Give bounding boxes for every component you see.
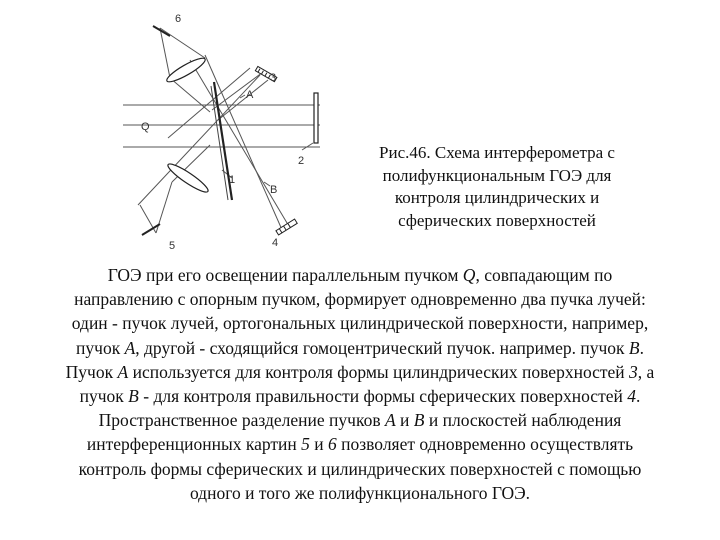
body-italic-term: A [384,410,396,431]
label-a: A [246,89,254,101]
body-paragraph [10,263,710,505]
ray-b-1 [190,60,290,228]
lower-lens [165,160,210,195]
label-q: Q [141,121,150,133]
label-3: 3 [270,72,277,84]
body-text-run: пучок [79,386,129,407]
upper-lens [164,55,207,86]
body-italic-term: 6 [328,434,337,455]
body-text-run: один - пучок лучей, ортогональных цилиндрической поверхности, например, [71,313,649,334]
caption-line: сферических поверхностей [398,210,596,230]
body-text-run: . [639,337,644,358]
figure-caption [338,142,656,232]
caption-line: полифункциональным ГОЭ для [382,165,612,185]
body-italic-term: B [628,337,640,358]
body-line [10,384,710,408]
goe-plate-inner [211,86,228,200]
body-line [10,287,710,311]
body-text-run: Пространственное разделение пучков [98,410,385,431]
label-b: B [270,184,278,196]
body-text-run: одного и того же полифункционального ГОЭ. [189,482,531,503]
body-text-run: и [309,434,328,455]
body-italic-term: 3 [629,361,638,382]
body-italic-term: A [124,337,136,358]
body-line [10,432,710,456]
body-italic-term: A [117,361,129,382]
label-6: 6 [175,13,182,25]
body-text-run: и плоскостей наблюдения [424,410,622,431]
interferometer-diagram [100,8,345,263]
body-text-run: пучок [76,337,125,358]
body-line [10,311,710,335]
body-text-run: позволяет одновременно осуществлять [336,434,634,455]
body-line [10,481,710,505]
body-text-run: направлению с опорным пучком, формирует одновременно два пучка лучей: [74,289,646,310]
caption-line: Рис.46. Схема интерферометра с [379,143,615,162]
body-italic-term: Q [462,265,476,285]
mirror-2 [314,93,318,143]
body-text-run: , а [637,361,655,382]
caption-line: контроля цилиндрических и [394,188,600,207]
body-line [10,263,710,287]
body-text-run: интерференционных картин [86,434,302,455]
label-5: 5 [169,240,176,252]
body-text-run: , совпадающим по [475,265,613,285]
body-italic-term: 5 [301,434,310,455]
body-text-run: ГОЭ при его освещении параллельным пучком [107,265,463,285]
body-text-run: контроль формы сферических и цилиндрических поверхностей с помощью [78,458,642,479]
label-4: 4 [272,237,279,249]
body-text-run: Пучок [65,361,118,382]
body-text-run: - для контроля правильности формы сферических поверхностей [138,386,628,407]
body-line [10,360,710,384]
body-text-run: , другой - сходящийся гомоцентрический пучок. например. пучок [135,337,629,358]
body-italic-term: B [413,410,425,431]
label-1: 1 [229,174,236,186]
body-text-run: . [635,386,641,407]
body-italic-term: B [128,386,139,407]
body-line [10,457,710,481]
body-text-run: используется для контроля формы цилиндрических поверхностей [128,361,630,382]
body-text-run: и [395,410,414,431]
label-2: 2 [298,155,305,167]
body-line [10,336,710,360]
body-italic-term: 4 [627,386,636,407]
body-line [10,408,710,432]
ray-6-1 [160,28,205,58]
